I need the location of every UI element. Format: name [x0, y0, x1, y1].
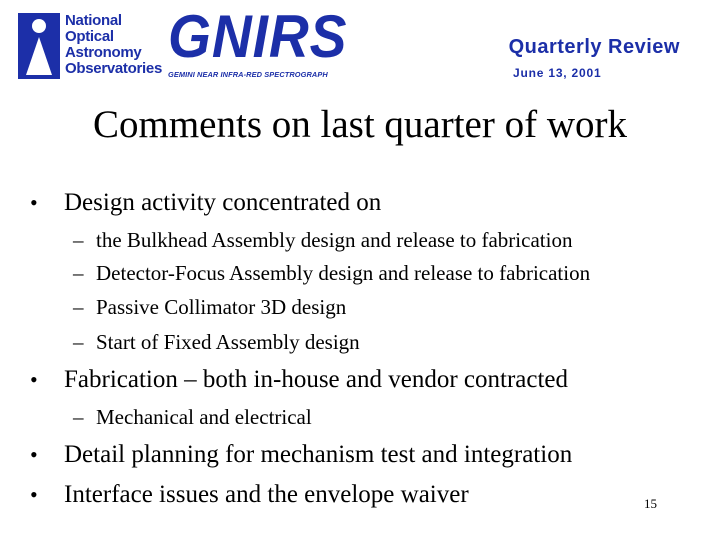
sub-bullet-text: Passive Collimator 3D design [96, 295, 347, 319]
bullet-text: Design activity concentrated on [64, 189, 382, 216]
noao-logo-line: National [65, 12, 122, 29]
dash-marker: – [73, 261, 84, 285]
bullet-marker: • [30, 482, 38, 507]
bullet-marker: • [30, 442, 38, 467]
bullet-text: Interface issues and the envelope waiver [64, 481, 469, 508]
noao-logo-line: Observatories [65, 60, 162, 77]
noao-logo-text [65, 13, 162, 77]
sub-bullet-text: Mechanical and electrical [96, 405, 312, 429]
noao-logo [18, 12, 162, 79]
bullet-marker: • [30, 190, 38, 215]
slide-header [0, 0, 720, 90]
gnirs-logo [168, 3, 348, 82]
header-title: Quarterly Review [508, 36, 680, 58]
bullet-text: Detail planning for mechanism test and integration [64, 441, 573, 468]
header-date: June 13, 2001 [513, 66, 602, 80]
gnirs-wordmark: GNIRS [168, 3, 348, 70]
noao-logo-line: Astronomy [65, 44, 142, 61]
dash-marker: – [73, 228, 84, 252]
noao-logo-line: Optical [65, 28, 114, 45]
dash-marker: – [73, 295, 84, 319]
page-number: 15 [644, 496, 657, 511]
sub-bullet-text: Start of Fixed Assembly design [96, 330, 360, 354]
bullet-marker: • [30, 367, 38, 392]
dash-marker: – [73, 405, 84, 429]
slide-title: Comments on last quarter of work [93, 103, 627, 146]
sub-bullet-text: the Bulkhead Assembly design and release to fabrication [96, 228, 573, 252]
dash-marker: – [73, 330, 84, 354]
bullet-text: Fabrication – both in-house and vendor contracted [64, 366, 569, 393]
gnirs-subtitle: GEMINI NEAR INFRA-RED SPECTROGRAPH [168, 70, 328, 79]
noao-mark-icon [18, 13, 60, 79]
sub-bullet-text: Detector-Focus Assembly design and release to fabrication [96, 261, 591, 285]
